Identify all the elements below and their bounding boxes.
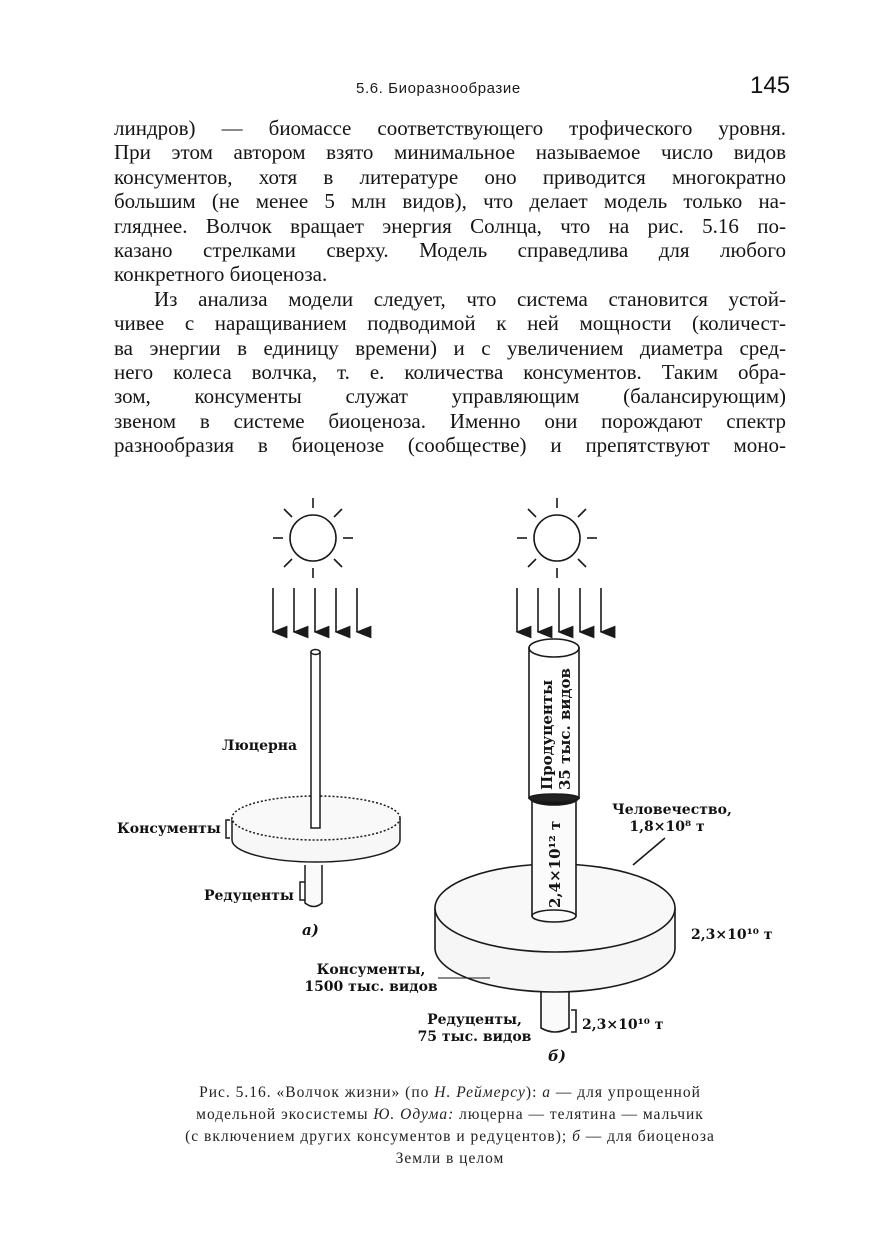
caption-line-3 [120,1126,780,1148]
reducers-mass-label: 2,3×10¹⁰ т [582,1017,664,1033]
body-line: звеном в системе биоценоза. Именно они порождают спектр [114,408,786,433]
figure-5-16 [0,480,887,1080]
body-line: гляднее. Волчок вращает энергия Солнца, что на рис. 5.16 по- [114,213,786,238]
caption-text: Рис. 5.16. «Волчок жизни» (по [199,1084,435,1101]
caption-marker-b: б [572,1128,581,1145]
energy-arrows-a [273,588,357,632]
humanity-label [612,802,732,836]
reducers-label-a: Редуценты [204,888,294,904]
humanity-label-line1: Человечество, [612,802,732,818]
reducers-label-b-line1: Редуценты, [427,1012,522,1028]
sun-icon-b [517,498,597,578]
running-head: 5.6. Биоразнообразие [356,80,521,97]
producers-mass-label: 2,4×10¹² т [546,820,564,908]
producers-label-line2: 35 тыс. видов [556,668,574,790]
body-line: конкретного биоценоза. [114,262,328,287]
subfigure-a-label: а) [302,921,319,939]
body-line: казано стрелками сверху. Модель справедлива для любого [114,237,786,262]
reducers-label-b-line2: 75 тыс. видов [417,1029,532,1045]
subfigure-b-label: б) [548,1047,566,1065]
consumers-label-a: Консументы [117,821,221,837]
energy-arrows-b [517,588,601,632]
caption-text: люцерна — телятина — мальчик [454,1106,704,1123]
caption-line-4: Земли в целом [395,1150,505,1167]
caption-author: Ю. Одума: [373,1106,455,1123]
consumers-label-b-line2: 1500 тыс. видов [304,979,438,995]
body-line: При этом автором взято минимальное называемое число видов [114,140,786,165]
reducers-label-b [412,1012,537,1046]
body-line: Из анализа модели следует, что система становится устой- [154,286,786,311]
caption-text: модельной экосистемы [196,1106,374,1123]
caption-text: (с включением других консументов и редуцентов); [185,1128,573,1145]
page-header [0,72,887,106]
caption-text: — для биоценоза [580,1128,715,1145]
body-line: линдров) — биомассе соответствующего трофического уровня. [114,116,786,140]
caption-marker-a: а [542,1084,552,1101]
body-line: него колеса волчка, т. е. количества консументов. Таким обра- [114,359,786,384]
caption-author: Н. Реймерсу [434,1084,526,1101]
body-text [114,116,786,457]
consumers-label-b-line1: Консументы, [316,962,426,978]
body-line: большим (не менее 5 млн видов), что делает модель только на- [114,189,786,214]
consumers-mass-label: 2,3×10¹⁰ т [691,927,773,943]
producers-label-line1: Продуценты [538,679,556,790]
caption-line-1 [120,1082,780,1104]
caption-line-2 [120,1104,780,1126]
body-line: консументов, хотя в литературе оно приводится многократно [114,164,786,189]
top-model-a [226,650,400,907]
body-line: зом, консументы служат управляющим (балансирующим) [114,384,786,409]
body-line: чивее с наращиванием подводимой к ней мощности (количест- [114,311,786,336]
caption-text: ): [525,1084,543,1101]
consumers-label-b [296,962,446,996]
figure-caption [120,1082,780,1170]
humanity-label-line2: 1,8×10⁸ т [629,819,705,835]
sun-icon-a [273,498,353,578]
page-number: 145 [750,72,791,99]
lucerne-label: Люцерна [222,738,298,754]
caption-text: — для упрощенной [551,1084,701,1101]
body-line: разнообразия в биоценозе (сообществе) и препятствуют моно- [114,433,786,458]
body-line: ва энергии в единицу времени) и с увеличением диаметра сред- [114,335,786,360]
